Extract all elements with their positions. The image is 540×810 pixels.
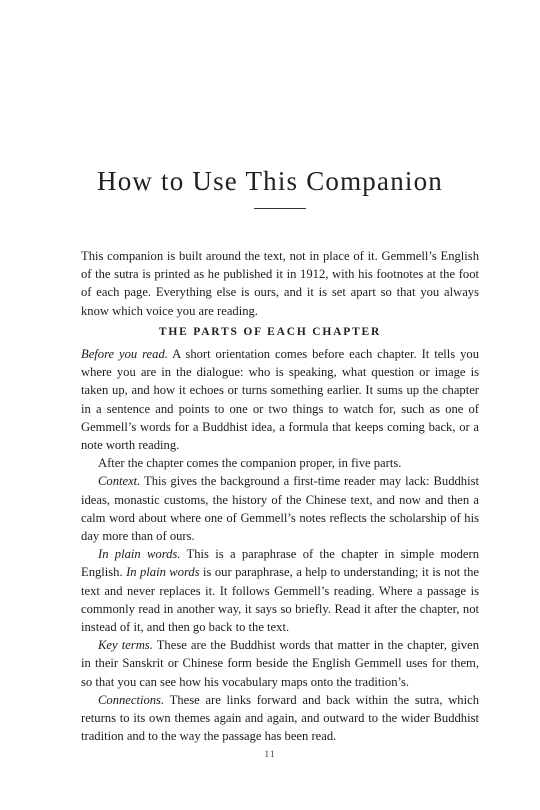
page-number: 11 xyxy=(264,750,276,760)
plain-words-text-a: This is a paraphrase of the chapter in simple modern English. xyxy=(81,547,479,580)
intro-paragraph: This companion is built around the text, not in place of it. Gemmell’s English of the sutra is printed as he published it in 1912, with his footnotes at the foot of each page. Everything else is ours, and it is set apart so that you always know which voice you are reading. xyxy=(81,249,479,318)
after-chapter-paragraph: After the chapter comes the companion proper, in five parts. xyxy=(98,456,402,471)
key-terms-paragraph xyxy=(81,636,479,691)
connections-term: Connections. xyxy=(98,692,165,707)
context-paragraph xyxy=(81,472,479,545)
plain-words-paragraph xyxy=(81,545,479,636)
plain-words-text-b: is our paraphrase, a help to understanding; it is not the text and never replaces it. It follows Gemmell’s reading. Where a passage is commonly read in another way, it says so briefly. Read it after the chapter, not instead of it, and then go back to the text. xyxy=(81,565,479,635)
before-you-read-text: A short orientation comes before each chapter. It tells you where you are in the dialogue: who is speaking, what question or image is taken up, and how it echoes or turns something earlier. It sums up the chapter in a sentence and points to one or two things to watch for, such as one of Gemmell’s words for a Buddhist idea, a formula that keeps coming back, or a note worth reading. xyxy=(81,347,479,453)
key-terms-term: Key terms. xyxy=(98,638,153,653)
before-you-read-term: Before you read. xyxy=(81,347,168,361)
parts-section xyxy=(81,345,479,745)
section-heading: THE PARTS OF EACH CHAPTER xyxy=(158,326,382,338)
context-text: This gives the background a first-time reader may lack: Buddhist ideas, monastic customs, the history of the Chinese text, and now and then a calm word about where one of Gemmell’s notes reflects the scholarship of his day more than of ours. xyxy=(81,474,479,544)
title-divider xyxy=(254,208,306,209)
connections-text: These are links forward and back within the sutra, which returns to its own themes again and again, and outward to the wider Buddhist tradition and to the way the passage has been read. xyxy=(81,692,479,744)
key-terms-text: These are the Buddhist words that matter in the chapter, given in their Sanskrit or Chinese form beside the English Gemmell uses for them, so that you can see how his vocabulary maps onto the tradition’s. xyxy=(81,638,479,689)
intro-section xyxy=(81,247,479,320)
context-term: Context. xyxy=(98,474,141,489)
plain-words-term: In plain words. xyxy=(98,547,181,562)
plain-words-inline-term: In plain words xyxy=(126,565,200,580)
before-you-read-paragraph xyxy=(81,345,479,454)
page-title: How to Use This Companion xyxy=(97,166,443,196)
connections-paragraph xyxy=(81,691,479,746)
